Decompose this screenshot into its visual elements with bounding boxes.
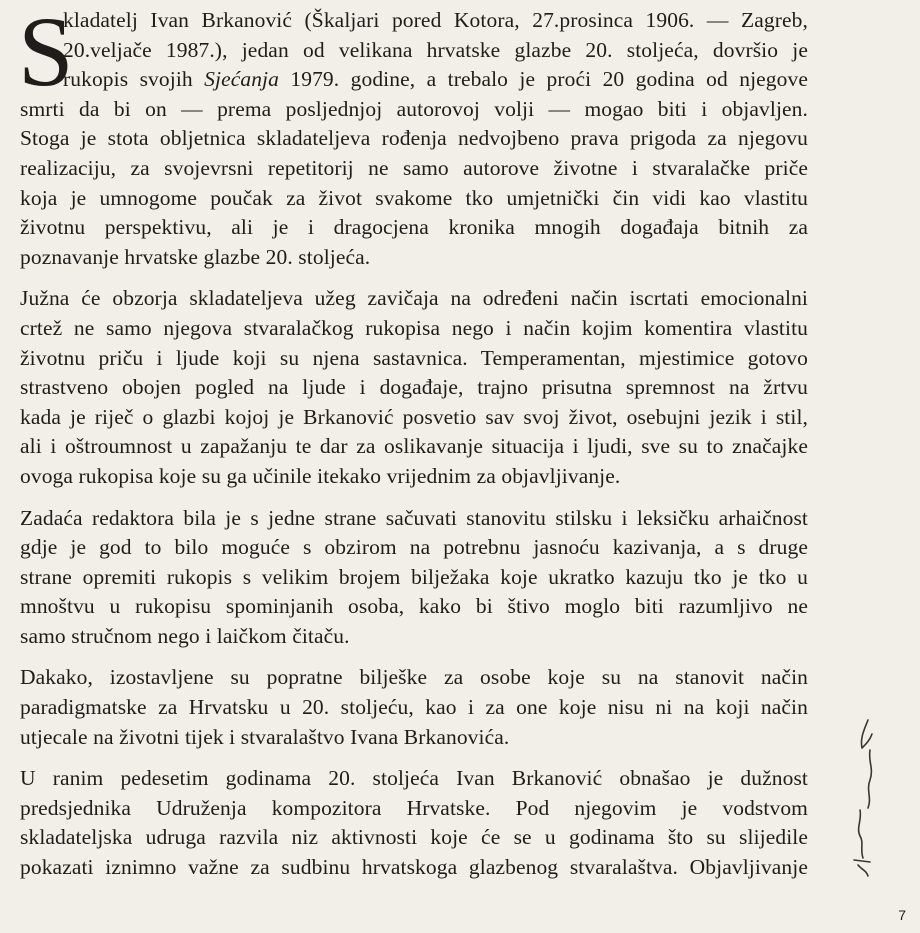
text-line: pokazati iznimno važne za sudbinu hrvatskoga glazbenog stvaralaštva. Objavljivanje [20,855,808,880]
text-line: 20.veljače 1987.), jedan od velikana hrvatske glazbe 20. stoljeća, dovršio je [63,37,808,62]
paragraph-3 [20,504,808,652]
text-line: koja je umnogome poučak za život svakome tko umjetnički čin vidi kao vlastitu [20,185,808,210]
text-span: rukopis svojih [63,67,205,92]
text-line: Stoga je stota obljetnica skladateljeva rođenja nedvojbeno prava prigoda za njegovu [20,126,808,151]
text-line: Zadaća redaktora bila je s jedne strane sačuvati stanovitu stilsku i leksičku arhaičnost [20,505,808,530]
paragraph-4 [20,663,808,752]
text-line: poznavanje hrvatske glazbe 20. stoljeća. [20,244,371,269]
text-line: samo stručnom nego i laičkom čitaču. [20,623,350,648]
text-line: kada je riječ o glazbi kojoj je Brkanović posvetio sav svoj život, osebujni jezik i stil, [20,404,808,429]
text-line: realizaciju, za svojevrsni repetitorij ne samo autorove životne i stvaralačke priče [20,155,808,180]
text-line: mnoštvu u rukopisu spominjanih osoba, kako bi štivo moglo biti razumljivo ne [20,594,808,619]
text-line: Južna će obzorja skladateljeva užeg zavičaja na određeni način iscrtati emocionalni [20,286,808,311]
paragraph-1 [18,0,808,272]
handwritten-signature [830,710,890,880]
drop-cap: S [18,0,74,107]
text-line: paradigmatske za Hrvatsku u 20. stoljeću, kao i za one koje nisu ni na koji način [20,695,808,720]
paragraph-5 [20,764,808,882]
text-line: ali i oštroumnost u zapažanju te dar za oslikavanje situacija i ljudi, sve su to značajke [20,434,808,459]
text-line: Dakako, izostavljene su popratne bilješke za osobe koje su na stanovit način [20,665,808,690]
page-number: 7 [898,907,906,923]
body-text [18,0,808,895]
text-line: kladatelj Ivan Brkanović (Škaljari pored Kotora, 27.prosinca 1906. — Zagreb, [63,8,808,32]
paragraph-2 [20,284,808,491]
text-line: ovoga rukopisa koje su ga učinile itekako vrijednim za objavljivanje. [20,463,621,488]
text-line: životnu perspektivu, ali je i dragocjena kronika mnogih događaja bitnih za [20,215,808,240]
text-line: U ranim pedesetim godinama 20. stoljeća Ivan Brkanović obnašao je dužnost [20,766,808,791]
text-line: životnu priču i ljude koji su njena sastavnica. Temperamentan, mjestimice gotovo [20,345,808,370]
text-line: gdje je god to bilo moguće s obzirom na potrebnu jasnoću kazivanja, a s druge [20,535,808,560]
text-line: utjecale na životni tijek i stvaralaštvo Ivana Brkanovića. [20,724,510,749]
text-span: 1979. godine, a trebalo je proći 20 godina od njegove [278,67,808,92]
text-line: strane opremiti rukopis s velikim brojem bilježaka koje ukratko kazuju tko je tko u [20,564,808,589]
text-line: smrti da bi on — prema posljednjoj autorovoj volji — mogao biti i objavljen. [20,96,808,121]
book-title-italic: Sjećanja [204,67,279,92]
text-line: strastveno obojen pogled na ljude i događaje, trajno prisutna spremnost na žrtvu [20,375,808,400]
text-line [20,65,808,95]
text-line: skladateljska udruga razvila niz aktivnosti koje će se u godinama što su slijedile [20,825,808,850]
text-line: crtež ne samo njegova stvaralačkog rukopisa nego i način kojim komentira vlastitu [20,315,808,340]
text-line: predsjednika Udruženja kompozitora Hrvatske. Pod njegovim je vodstvom [20,795,808,820]
